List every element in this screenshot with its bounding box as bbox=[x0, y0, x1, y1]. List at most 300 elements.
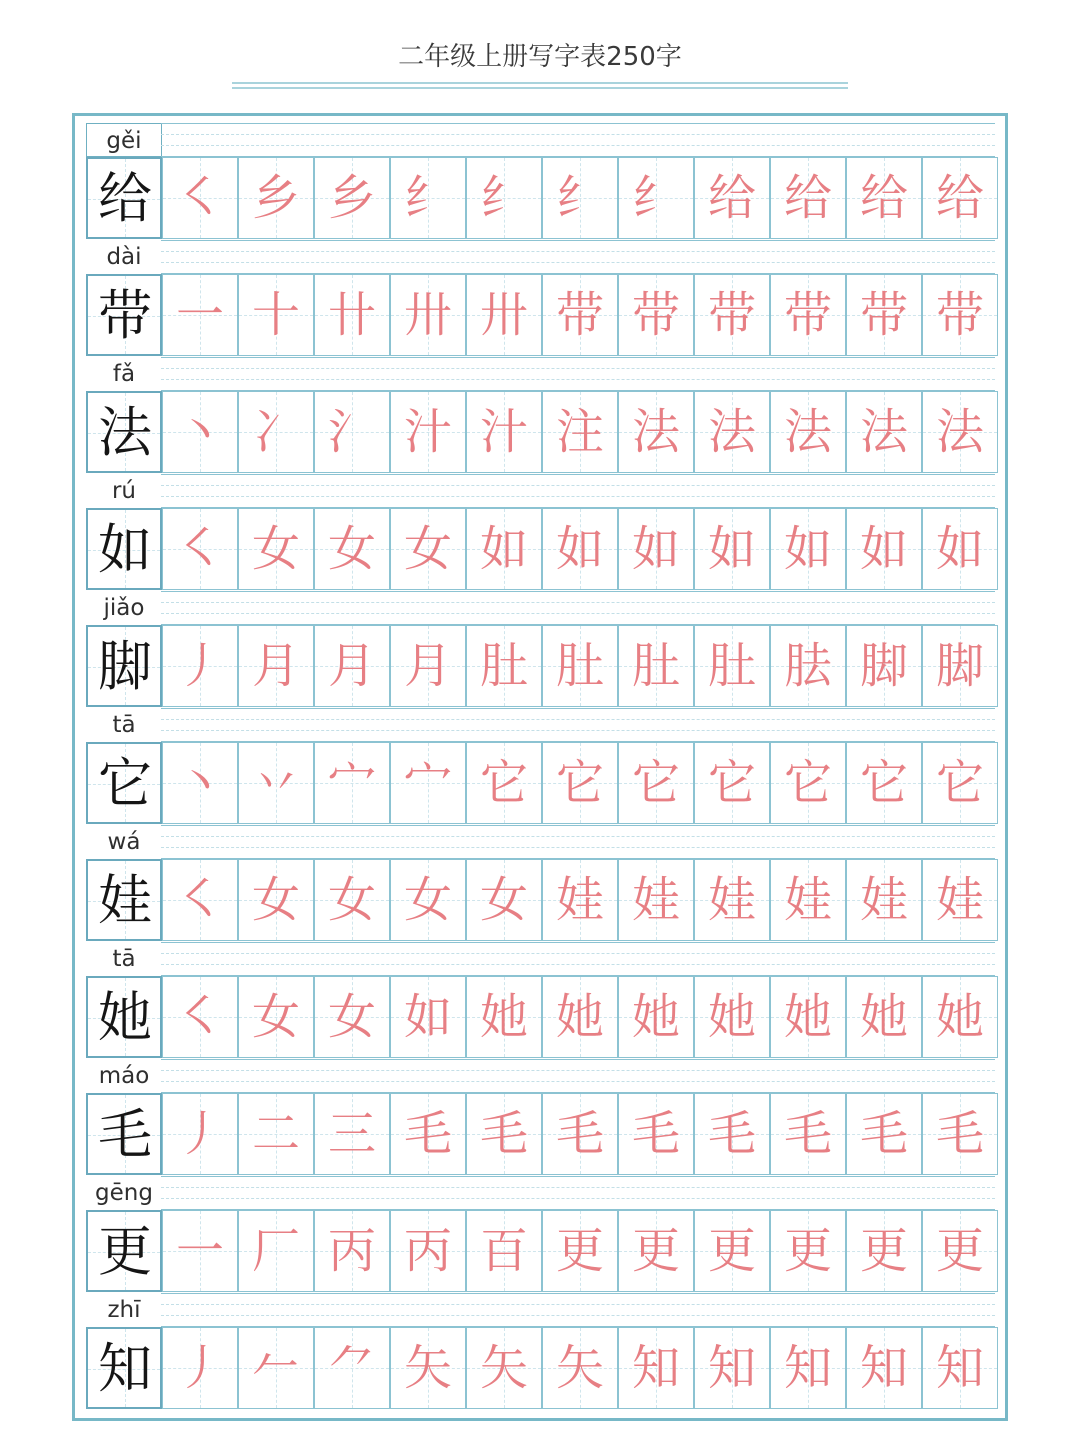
stroke-step-character: 更 bbox=[859, 1223, 908, 1279]
stroke-order-cell[interactable] bbox=[770, 157, 846, 239]
stroke-order-cell[interactable] bbox=[846, 976, 922, 1058]
stroke-step-character: 更 bbox=[783, 1223, 832, 1279]
stroke-step-character: 她 bbox=[555, 989, 604, 1045]
model-character-cell bbox=[86, 1093, 162, 1175]
practice-row bbox=[75, 357, 1005, 474]
stroke-step-character: 百 bbox=[479, 1223, 528, 1279]
stroke-order-cell[interactable] bbox=[694, 1210, 770, 1292]
stroke-order-cell[interactable] bbox=[846, 508, 922, 590]
model-character: 法 bbox=[98, 401, 152, 464]
stroke-step-character: 月 bbox=[327, 638, 376, 694]
stroke-step-character: 给 bbox=[935, 170, 984, 226]
pinyin-guide-line bbox=[161, 953, 995, 954]
stroke-order-cell[interactable] bbox=[162, 1210, 238, 1292]
stroke-order-cell[interactable] bbox=[390, 1327, 466, 1409]
stroke-order-cell[interactable] bbox=[694, 859, 770, 941]
stroke-step-character: 它 bbox=[555, 755, 604, 811]
stroke-order-cell[interactable] bbox=[618, 274, 694, 356]
stroke-step-character: ㇛ bbox=[175, 872, 224, 928]
stroke-order-cell[interactable] bbox=[846, 859, 922, 941]
stroke-order-cell[interactable] bbox=[390, 157, 466, 239]
stroke-step-character: 冫 bbox=[251, 404, 300, 460]
stroke-order-cell[interactable] bbox=[390, 859, 466, 941]
pinyin-guide-line bbox=[161, 251, 995, 252]
practice-row bbox=[75, 591, 1005, 708]
stroke-order-cell[interactable] bbox=[846, 1093, 922, 1175]
stroke-step-character: 女 bbox=[327, 521, 376, 577]
stroke-step-character: 它 bbox=[707, 755, 756, 811]
title-divider-bottom bbox=[232, 87, 848, 89]
stroke-order-cell[interactable] bbox=[694, 625, 770, 707]
stroke-step-character: 知 bbox=[935, 1340, 984, 1396]
stroke-order-cell[interactable] bbox=[542, 976, 618, 1058]
model-character: 娃 bbox=[98, 869, 152, 932]
stroke-order-cell[interactable] bbox=[466, 274, 542, 356]
stroke-step-character: 毛 bbox=[479, 1106, 528, 1162]
stroke-order-cell[interactable] bbox=[390, 1093, 466, 1175]
stroke-step-character: 矢 bbox=[479, 1340, 528, 1396]
stroke-order-cell[interactable] bbox=[466, 1327, 542, 1409]
stroke-order-cell[interactable] bbox=[542, 859, 618, 941]
pinyin-guide-line bbox=[161, 708, 995, 709]
stroke-step-character: 丶 bbox=[175, 755, 224, 811]
stroke-step-character: 如 bbox=[859, 521, 908, 577]
stroke-order-cell[interactable] bbox=[922, 508, 998, 590]
pinyin-guide-line bbox=[161, 602, 995, 603]
stroke-order-cell[interactable] bbox=[694, 1327, 770, 1409]
pinyin-guide-line bbox=[161, 964, 995, 965]
pinyin-guide-line bbox=[161, 485, 995, 486]
stroke-order-cell[interactable] bbox=[390, 274, 466, 356]
stroke-order-cell[interactable] bbox=[922, 859, 998, 941]
stroke-order-cell[interactable] bbox=[390, 976, 466, 1058]
stroke-order-cell[interactable] bbox=[466, 508, 542, 590]
pinyin-guide-line bbox=[161, 368, 995, 369]
stroke-step-character: 厂 bbox=[251, 1223, 300, 1279]
stroke-order-cell[interactable] bbox=[162, 976, 238, 1058]
page-title: 二年级上册写字表250字 bbox=[398, 42, 682, 72]
model-character: 脚 bbox=[98, 635, 152, 698]
stroke-step-character: 它 bbox=[479, 755, 528, 811]
stroke-step-character: 更 bbox=[935, 1223, 984, 1279]
stroke-step-character: 给 bbox=[859, 170, 908, 226]
stroke-order-cell[interactable] bbox=[162, 391, 238, 473]
pinyin-guide-line bbox=[161, 379, 995, 380]
model-character: 如 bbox=[98, 518, 152, 581]
stroke-order-cell[interactable] bbox=[466, 859, 542, 941]
stroke-step-character: 矢 bbox=[403, 1340, 452, 1396]
stroke-order-cell[interactable] bbox=[770, 1093, 846, 1175]
stroke-step-character: 宀 bbox=[327, 755, 376, 811]
stroke-step-character: 如 bbox=[935, 521, 984, 577]
practice-row bbox=[75, 474, 1005, 591]
stroke-step-character: 胠 bbox=[783, 638, 832, 694]
stroke-order-cell[interactable] bbox=[618, 391, 694, 473]
stroke-step-character: 它 bbox=[631, 755, 680, 811]
stroke-order-cell[interactable] bbox=[618, 1210, 694, 1292]
stroke-step-character: 给 bbox=[707, 170, 756, 226]
stroke-order-cell[interactable] bbox=[618, 625, 694, 707]
stroke-order-cell[interactable] bbox=[770, 274, 846, 356]
stroke-order-cell[interactable] bbox=[238, 859, 314, 941]
stroke-step-character: 月 bbox=[403, 638, 452, 694]
stroke-step-character: 丿 bbox=[175, 1340, 224, 1396]
stroke-step-character: ⺈ bbox=[327, 1340, 376, 1396]
stroke-step-character: 卅 bbox=[479, 287, 528, 343]
stroke-step-character: 带 bbox=[935, 287, 984, 343]
stroke-order-cell[interactable] bbox=[314, 859, 390, 941]
stroke-order-cell[interactable] bbox=[238, 976, 314, 1058]
stroke-order-cell[interactable] bbox=[314, 1210, 390, 1292]
stroke-step-character: 带 bbox=[631, 287, 680, 343]
stroke-order-cell[interactable] bbox=[542, 274, 618, 356]
stroke-step-character: 带 bbox=[707, 287, 756, 343]
stroke-step-character: 二 bbox=[251, 1106, 300, 1162]
stroke-order-cell[interactable] bbox=[542, 742, 618, 824]
stroke-step-character: 她 bbox=[479, 989, 528, 1045]
stroke-order-cell[interactable] bbox=[770, 508, 846, 590]
stroke-step-character: 她 bbox=[859, 989, 908, 1045]
stroke-step-character: 如 bbox=[631, 521, 680, 577]
stroke-step-character: 它 bbox=[859, 755, 908, 811]
pinyin-label: jiǎo bbox=[103, 595, 145, 621]
pinyin-label: gēng bbox=[95, 1180, 153, 1206]
stroke-step-character: 肚 bbox=[479, 638, 528, 694]
pinyin-guide-line bbox=[161, 1070, 995, 1071]
stroke-order-cell[interactable] bbox=[846, 625, 922, 707]
stroke-order-cell[interactable] bbox=[846, 391, 922, 473]
stroke-order-cell[interactable] bbox=[466, 1093, 542, 1175]
pinyin-guide-line bbox=[161, 262, 995, 263]
stroke-order-cell[interactable] bbox=[694, 157, 770, 239]
stroke-order-cell[interactable] bbox=[390, 1210, 466, 1292]
stroke-order-cell[interactable] bbox=[314, 625, 390, 707]
stroke-order-cell[interactable] bbox=[542, 1093, 618, 1175]
stroke-step-character: 氵 bbox=[327, 404, 376, 460]
stroke-step-character: 卅 bbox=[403, 287, 452, 343]
stroke-step-character: 如 bbox=[403, 989, 452, 1045]
model-character-cell bbox=[86, 1327, 162, 1409]
stroke-step-character: 娃 bbox=[707, 872, 756, 928]
stroke-order-cell[interactable] bbox=[314, 1093, 390, 1175]
stroke-order-cell[interactable] bbox=[542, 508, 618, 590]
stroke-step-character: 女 bbox=[327, 989, 376, 1045]
stroke-order-cell[interactable] bbox=[238, 1093, 314, 1175]
stroke-order-cell[interactable] bbox=[770, 742, 846, 824]
practice-row bbox=[75, 240, 1005, 357]
pinyin-label: wá bbox=[107, 829, 141, 855]
pinyin-guide-line bbox=[161, 719, 995, 720]
pinyin-guide-line bbox=[161, 123, 995, 124]
stroke-step-character: 她 bbox=[783, 989, 832, 1045]
pinyin-guide-line bbox=[161, 1304, 995, 1305]
pinyin-label: dài bbox=[106, 244, 142, 270]
stroke-order-cell[interactable] bbox=[694, 391, 770, 473]
stroke-order-cell[interactable] bbox=[694, 1093, 770, 1175]
model-character: 她 bbox=[98, 986, 152, 1049]
stroke-order-cell[interactable] bbox=[162, 1327, 238, 1409]
pinyin-guide-line bbox=[161, 1315, 995, 1316]
stroke-step-character: 注 bbox=[555, 404, 604, 460]
model-character-cell bbox=[86, 625, 162, 707]
stroke-step-character: 三 bbox=[327, 1106, 376, 1162]
pinyin-label: tā bbox=[112, 946, 136, 972]
stroke-order-cell[interactable] bbox=[314, 1327, 390, 1409]
stroke-step-character: 娃 bbox=[555, 872, 604, 928]
pinyin-guide-line bbox=[161, 836, 995, 837]
stroke-step-character: 卄 bbox=[327, 287, 376, 343]
stroke-order-cell[interactable] bbox=[846, 157, 922, 239]
pinyin-label: rú bbox=[111, 478, 137, 504]
practice-row bbox=[75, 123, 1005, 240]
stroke-order-cell[interactable] bbox=[618, 1093, 694, 1175]
stroke-order-cell[interactable] bbox=[618, 157, 694, 239]
stroke-step-character: 如 bbox=[707, 521, 756, 577]
stroke-order-cell[interactable] bbox=[238, 625, 314, 707]
stroke-step-character: 脚 bbox=[935, 638, 984, 694]
stroke-step-character: 带 bbox=[555, 287, 604, 343]
stroke-order-cell[interactable] bbox=[466, 391, 542, 473]
pinyin-guide-line bbox=[161, 1081, 995, 1082]
stroke-step-character: 汁 bbox=[403, 404, 452, 460]
stroke-step-character: 十 bbox=[251, 287, 300, 343]
stroke-order-cell[interactable] bbox=[162, 625, 238, 707]
stroke-step-character: 更 bbox=[555, 1223, 604, 1279]
stroke-step-character: 法 bbox=[859, 404, 908, 460]
practice-row bbox=[75, 1059, 1005, 1176]
stroke-order-cell[interactable] bbox=[238, 157, 314, 239]
practice-row bbox=[75, 1176, 1005, 1293]
stroke-order-cell[interactable] bbox=[390, 742, 466, 824]
pinyin-label: zhī bbox=[107, 1297, 141, 1323]
stroke-order-cell[interactable] bbox=[846, 1210, 922, 1292]
stroke-order-cell[interactable] bbox=[770, 625, 846, 707]
stroke-step-character: 丶 bbox=[175, 404, 224, 460]
stroke-order-cell[interactable] bbox=[162, 859, 238, 941]
stroke-order-cell[interactable] bbox=[238, 391, 314, 473]
title-divider-top bbox=[232, 82, 848, 84]
stroke-order-cell[interactable] bbox=[542, 391, 618, 473]
stroke-step-character: 毛 bbox=[403, 1106, 452, 1162]
stroke-step-character: 带 bbox=[783, 287, 832, 343]
stroke-order-cell[interactable] bbox=[846, 742, 922, 824]
stroke-order-cell[interactable] bbox=[466, 742, 542, 824]
stroke-order-cell[interactable] bbox=[314, 274, 390, 356]
stroke-order-cell[interactable] bbox=[770, 859, 846, 941]
stroke-step-character: 纟 bbox=[631, 170, 680, 226]
stroke-order-cell[interactable] bbox=[238, 1327, 314, 1409]
stroke-step-character: 𠂉 bbox=[251, 1340, 300, 1396]
stroke-step-character: 法 bbox=[707, 404, 756, 460]
stroke-step-character: 更 bbox=[707, 1223, 756, 1279]
model-character-cell bbox=[86, 508, 162, 590]
stroke-step-character: 娃 bbox=[935, 872, 984, 928]
stroke-order-cell[interactable] bbox=[314, 157, 390, 239]
stroke-step-character: 娃 bbox=[859, 872, 908, 928]
stroke-step-character: 肚 bbox=[555, 638, 604, 694]
pinyin-guide-line bbox=[161, 240, 995, 241]
model-character-cell bbox=[86, 742, 162, 824]
model-character: 给 bbox=[98, 167, 152, 230]
model-character-cell bbox=[86, 157, 162, 239]
stroke-order-cell[interactable] bbox=[694, 508, 770, 590]
stroke-order-cell[interactable] bbox=[618, 1327, 694, 1409]
stroke-order-cell[interactable] bbox=[542, 157, 618, 239]
stroke-step-character: 毛 bbox=[783, 1106, 832, 1162]
stroke-order-cell[interactable] bbox=[542, 1327, 618, 1409]
stroke-step-character: 乡 bbox=[251, 170, 300, 226]
stroke-order-cell[interactable] bbox=[846, 274, 922, 356]
stroke-order-cell[interactable] bbox=[314, 391, 390, 473]
stroke-order-cell[interactable] bbox=[314, 976, 390, 1058]
stroke-order-cell[interactable] bbox=[238, 508, 314, 590]
stroke-order-cell[interactable] bbox=[618, 742, 694, 824]
stroke-order-cell[interactable] bbox=[922, 1093, 998, 1175]
stroke-step-character: 法 bbox=[631, 404, 680, 460]
stroke-step-character: 她 bbox=[707, 989, 756, 1045]
stroke-order-cell[interactable] bbox=[922, 1210, 998, 1292]
stroke-order-cell[interactable] bbox=[542, 625, 618, 707]
pinyin-label: tā bbox=[112, 712, 136, 738]
stroke-step-character: 法 bbox=[783, 404, 832, 460]
stroke-order-cell[interactable] bbox=[846, 1327, 922, 1409]
pinyin-guide-line bbox=[161, 825, 995, 826]
stroke-order-cell[interactable] bbox=[770, 976, 846, 1058]
pinyin-guide-line bbox=[161, 357, 995, 358]
stroke-step-character: 矢 bbox=[555, 1340, 604, 1396]
stroke-order-cell[interactable] bbox=[162, 508, 238, 590]
stroke-step-character: 丙 bbox=[327, 1223, 376, 1279]
pinyin-guide-line bbox=[161, 847, 995, 848]
stroke-step-character: 毛 bbox=[707, 1106, 756, 1162]
stroke-order-cell[interactable] bbox=[314, 742, 390, 824]
stroke-order-cell[interactable] bbox=[618, 508, 694, 590]
pinyin-guide-line bbox=[161, 1198, 995, 1199]
stroke-order-cell[interactable] bbox=[466, 976, 542, 1058]
stroke-step-character: 法 bbox=[935, 404, 984, 460]
stroke-step-character: 女 bbox=[251, 989, 300, 1045]
model-character: 知 bbox=[98, 1337, 152, 1400]
stroke-step-character: 乡 bbox=[327, 170, 376, 226]
stroke-step-character: 它 bbox=[935, 755, 984, 811]
stroke-step-character: 娃 bbox=[631, 872, 680, 928]
stroke-order-cell[interactable] bbox=[162, 742, 238, 824]
model-character: 更 bbox=[98, 1220, 152, 1283]
stroke-step-character: 纟 bbox=[403, 170, 452, 226]
pinyin-guide-line bbox=[161, 591, 995, 592]
stroke-step-character: 丙 bbox=[403, 1223, 452, 1279]
pinyin-guide-line bbox=[161, 730, 995, 731]
stroke-step-character: 女 bbox=[403, 872, 452, 928]
stroke-order-cell[interactable] bbox=[694, 274, 770, 356]
pinyin-guide-line bbox=[161, 613, 995, 614]
stroke-step-character: 宀 bbox=[403, 755, 452, 811]
stroke-order-cell[interactable] bbox=[618, 859, 694, 941]
stroke-order-cell[interactable] bbox=[618, 976, 694, 1058]
pinyin-guide-line bbox=[161, 474, 995, 475]
stroke-step-character: 一 bbox=[175, 287, 224, 343]
stroke-order-cell[interactable] bbox=[238, 1210, 314, 1292]
pinyin-label: fǎ bbox=[112, 361, 136, 387]
practice-row bbox=[75, 708, 1005, 825]
stroke-step-character: 脚 bbox=[859, 638, 908, 694]
pinyin-guide-line bbox=[161, 942, 995, 943]
stroke-step-character: 女 bbox=[251, 521, 300, 577]
stroke-order-cell[interactable] bbox=[922, 976, 998, 1058]
stroke-order-cell[interactable] bbox=[238, 274, 314, 356]
pinyin-label: máo bbox=[98, 1063, 150, 1089]
stroke-order-cell[interactable] bbox=[162, 1093, 238, 1175]
model-character-cell bbox=[86, 976, 162, 1058]
stroke-step-character: 纟 bbox=[555, 170, 604, 226]
stroke-order-cell[interactable] bbox=[542, 1210, 618, 1292]
stroke-step-character: 带 bbox=[859, 287, 908, 343]
model-character-cell bbox=[86, 391, 162, 473]
model-character: 它 bbox=[98, 752, 152, 815]
stroke-order-cell[interactable] bbox=[466, 1210, 542, 1292]
stroke-order-cell[interactable] bbox=[922, 391, 998, 473]
practice-row bbox=[75, 942, 1005, 1059]
pinyin-guide-line bbox=[161, 1187, 995, 1188]
model-character-cell bbox=[86, 274, 162, 356]
pinyin-guide-line bbox=[161, 496, 995, 497]
stroke-step-character: 女 bbox=[479, 872, 528, 928]
stroke-step-character: 知 bbox=[859, 1340, 908, 1396]
stroke-order-cell[interactable] bbox=[922, 742, 998, 824]
stroke-order-cell[interactable] bbox=[922, 157, 998, 239]
stroke-order-cell[interactable] bbox=[390, 625, 466, 707]
writing-sheet bbox=[72, 113, 1008, 1421]
stroke-order-cell[interactable] bbox=[770, 391, 846, 473]
stroke-step-character: 它 bbox=[783, 755, 832, 811]
stroke-order-cell[interactable] bbox=[314, 508, 390, 590]
model-character: 毛 bbox=[98, 1103, 152, 1166]
stroke-step-character: 她 bbox=[631, 989, 680, 1045]
stroke-step-character: 一 bbox=[175, 1223, 224, 1279]
stroke-step-character: 更 bbox=[631, 1223, 680, 1279]
pinyin-guide-line bbox=[161, 1176, 995, 1177]
stroke-order-cell[interactable] bbox=[466, 625, 542, 707]
stroke-step-character: 毛 bbox=[555, 1106, 604, 1162]
stroke-step-character: 知 bbox=[631, 1340, 680, 1396]
stroke-order-cell[interactable] bbox=[770, 1210, 846, 1292]
stroke-order-cell[interactable] bbox=[162, 274, 238, 356]
stroke-order-cell[interactable] bbox=[390, 508, 466, 590]
pinyin-label: gěi bbox=[86, 123, 162, 157]
stroke-order-cell[interactable] bbox=[238, 742, 314, 824]
stroke-step-character: 女 bbox=[327, 872, 376, 928]
stroke-order-cell[interactable] bbox=[694, 742, 770, 824]
stroke-step-character: 娃 bbox=[783, 872, 832, 928]
stroke-step-character: ㇛ bbox=[175, 989, 224, 1045]
stroke-order-cell[interactable] bbox=[922, 274, 998, 356]
stroke-order-cell[interactable] bbox=[922, 1327, 998, 1409]
stroke-step-character: 丿 bbox=[175, 638, 224, 694]
stroke-step-character: 丷 bbox=[251, 755, 300, 811]
pinyin-guide-line bbox=[161, 145, 995, 146]
stroke-order-cell[interactable] bbox=[466, 157, 542, 239]
stroke-step-character: 知 bbox=[707, 1340, 756, 1396]
stroke-order-cell[interactable] bbox=[390, 391, 466, 473]
pinyin-guide-line bbox=[161, 1293, 995, 1294]
stroke-step-character: 肚 bbox=[631, 638, 680, 694]
stroke-order-cell[interactable] bbox=[770, 1327, 846, 1409]
stroke-order-cell[interactable] bbox=[922, 625, 998, 707]
stroke-order-cell[interactable] bbox=[694, 976, 770, 1058]
stroke-order-cell[interactable] bbox=[162, 157, 238, 239]
stroke-step-character: 月 bbox=[251, 638, 300, 694]
model-character-cell bbox=[86, 1210, 162, 1292]
